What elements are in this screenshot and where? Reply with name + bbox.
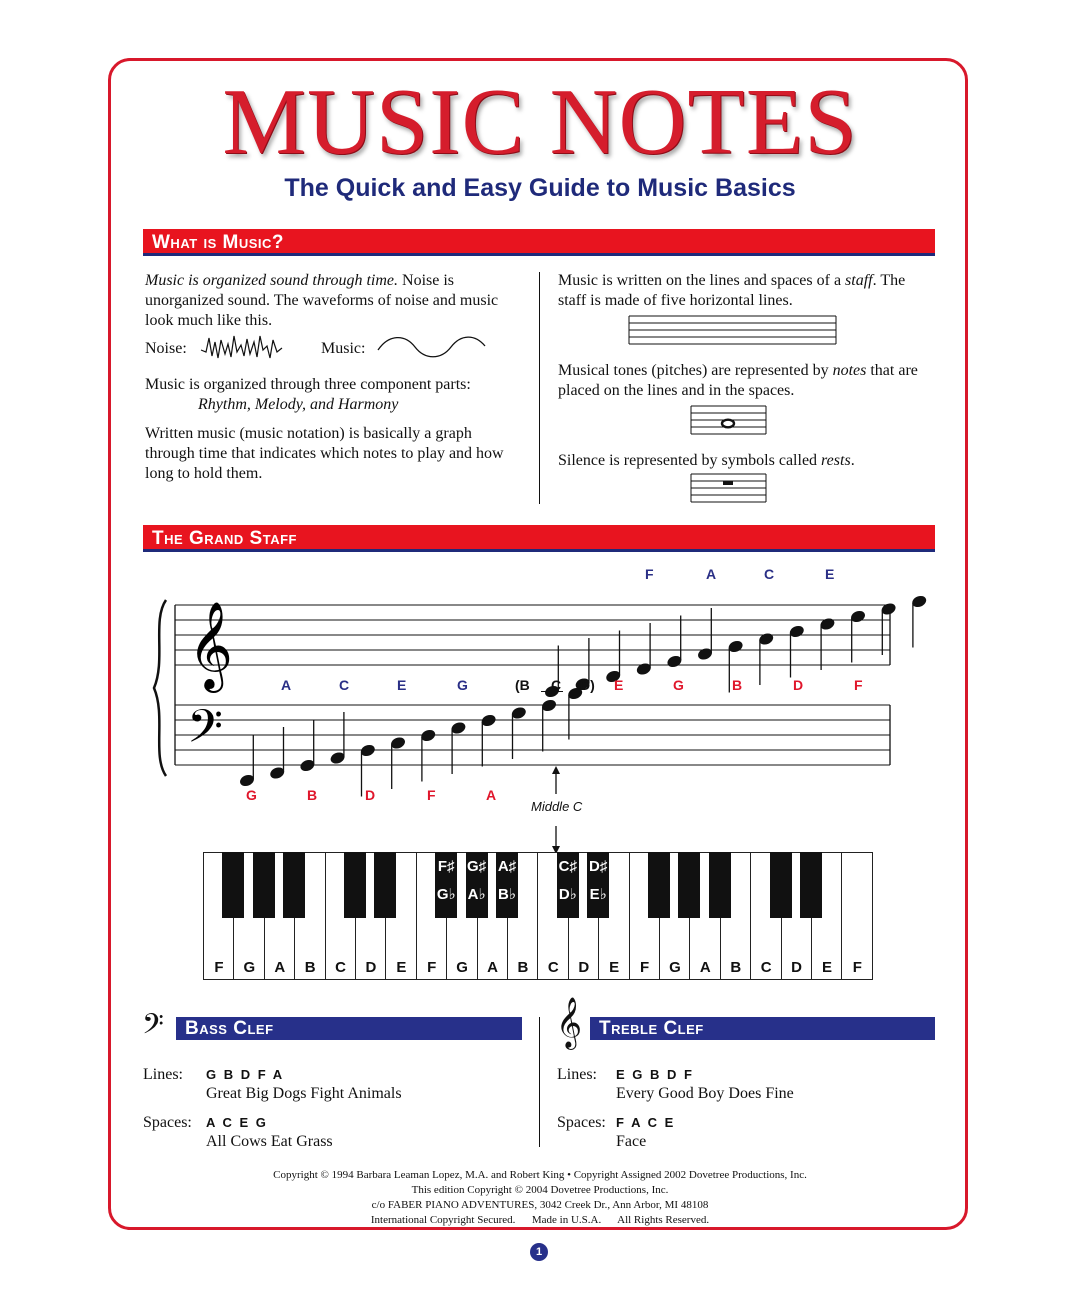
clef-divider — [539, 1017, 540, 1147]
page-number: 1 — [530, 1243, 548, 1261]
copyright-line-1: Copyright © 1994 Barbara Leaman Lopez, M.A. and Robert King • Copyright Assigned 2002 Dovetree Productions, Inc. — [273, 1169, 807, 1181]
black-key — [435, 852, 457, 918]
bass-clef-header: Bass Clef — [176, 1017, 522, 1040]
bass-space-label: A — [281, 677, 292, 693]
treble-spaces-label: Spaces: — [557, 1114, 606, 1131]
rests-paragraph — [558, 451, 928, 471]
treble-clef-header: Treble Clef — [590, 1017, 935, 1040]
white-key-label: C — [335, 959, 346, 976]
staff-example — [628, 314, 838, 348]
bass-line-label: D — [365, 787, 376, 803]
white-key-label: A — [699, 959, 711, 976]
treble-spaces-mnemonic: Face — [616, 1133, 647, 1150]
treble-space-label: E — [825, 566, 835, 582]
column-divider — [539, 272, 540, 504]
treble-spaces-notes: F A C E — [616, 1115, 676, 1130]
section-header-grand-staff: The Grand Staff — [143, 525, 935, 552]
sharp-label: C♯ — [558, 858, 577, 875]
notes-paragraph — [558, 361, 928, 401]
middle-c-label: Middle C — [531, 799, 583, 814]
white-key-label: B — [730, 959, 742, 976]
components-emphasis: Rhythm, Melody, and Harmony — [198, 396, 399, 413]
bass-lines-mnemonic: Great Big Dogs Fight Animals — [206, 1085, 402, 1102]
staff-text-a: Music is written on the lines and spaces of a — [558, 272, 846, 289]
black-key — [557, 852, 579, 918]
intro-emphasis: Music is organized sound through time. — [145, 272, 399, 289]
flat-label: D♭ — [558, 886, 577, 903]
sharp-label: G♯ — [467, 858, 487, 875]
black-key — [709, 852, 731, 918]
treble-line-label: B — [732, 677, 743, 693]
black-key — [283, 852, 305, 918]
bass-line-label: F — [427, 787, 436, 803]
flat-label: E♭ — [589, 886, 607, 903]
white-key-label: A — [487, 959, 498, 976]
flat-label: A♭ — [467, 886, 486, 903]
rests-emphasis: rests — [821, 452, 851, 469]
staff-paragraph — [558, 271, 928, 311]
middle-note-label: C — [551, 677, 562, 693]
notes-text-a: Musical tones (pitches) are represented by — [558, 362, 833, 379]
page-title: MUSIC NOTES — [222, 70, 858, 174]
rests-text-a: Silence is represented by symbols called — [558, 452, 822, 469]
sharp-label: F♯ — [437, 858, 455, 875]
white-key-label: E — [396, 959, 407, 976]
white-key-label: F — [427, 959, 437, 976]
treble-lines-mnemonic: Every Good Boy Does Fine — [616, 1085, 794, 1102]
white-key-label: C — [547, 959, 559, 976]
staff-text-b: . The staff is made of five horizontal lines. — [558, 272, 906, 309]
white-key-label: G — [243, 959, 256, 976]
noise-label: Noise: — [145, 340, 187, 357]
white-key-label: G — [456, 959, 468, 976]
white-key-label: D — [791, 959, 802, 976]
notes-text-b: that are placed on the lines and in the spaces. — [558, 362, 918, 399]
white-key-label: F — [214, 959, 224, 976]
section-header-what-is-music: What is Music? — [143, 229, 935, 256]
white-key-label: G — [669, 959, 681, 976]
bass-spaces-mnemonic: All Cows Eat Grass — [206, 1133, 333, 1150]
noise-waveform — [198, 330, 288, 364]
treble-line-label: G — [673, 677, 684, 693]
treble-space-label: C — [764, 566, 775, 582]
middle-note-label: (B — [515, 677, 530, 693]
black-key — [496, 852, 518, 918]
bass-spaces-label: Spaces: — [143, 1114, 192, 1131]
sharp-label: A♯ — [497, 858, 517, 875]
bass-lines-notes: G B D F A — [206, 1067, 285, 1082]
white-key-label: F — [639, 959, 650, 976]
black-key — [770, 852, 792, 918]
flat-label: G♭ — [436, 886, 456, 903]
black-key — [587, 852, 609, 918]
treble-lines-notes: E G B D F — [616, 1067, 694, 1082]
treble-space-label: F — [645, 566, 654, 582]
treble-lines-label: Lines: — [557, 1066, 597, 1083]
treble-clef-symbol: 𝄞 — [188, 600, 233, 689]
middle-c-arrows — [549, 766, 563, 856]
white-key-label: C — [760, 959, 772, 976]
white-key-label: B — [304, 959, 316, 976]
music-label: Music: — [321, 340, 366, 357]
copyright-line-2: This edition Copyright © 2004 Dovetree Productions, Inc. — [411, 1184, 669, 1196]
bass-line-label: A — [486, 787, 497, 803]
white-key-label: D — [365, 959, 377, 976]
bass-space-label: E — [397, 677, 407, 693]
treble-line-label: F — [854, 677, 863, 693]
black-key — [648, 852, 670, 918]
copyright-line-4: International Copyright Secured. Made in U.S.A. All Rights Reserved. — [370, 1214, 710, 1226]
treble-line-label: D — [793, 677, 804, 693]
notation-paragraph: Written music (music notation) is basically a graph through time that indicates which notes to play and how long to hold them. — [145, 425, 504, 482]
page-subtitle: The Quick and Easy Guide to Music Basics — [284, 174, 796, 202]
intro-text: Noise is unorganized sound. The waveforms of noise and music look much like this. — [145, 272, 499, 329]
components-paragraph: Music is organized through three component parts: — [145, 376, 471, 393]
white-key — [841, 852, 873, 980]
grand-staff-diagram — [150, 560, 930, 820]
black-key — [344, 852, 366, 918]
black-key — [374, 852, 396, 918]
copyright-line-3: c/o FABER PIANO ADVENTURES, 3042 Creek Dr., Ann Arbor, MI 48108 — [371, 1199, 709, 1211]
white-key-label: F — [852, 959, 862, 976]
components-list — [198, 395, 398, 415]
black-key — [253, 852, 275, 918]
bass-spaces-notes: A C E G — [206, 1115, 268, 1130]
black-key — [466, 852, 488, 918]
treble-line-label: E — [614, 677, 624, 693]
note-example — [690, 404, 768, 436]
black-key — [222, 852, 244, 918]
white-key-label: E — [609, 959, 620, 976]
whole-note — [722, 420, 734, 428]
staff-emphasis: staff — [845, 272, 873, 289]
bass-lines-label: Lines: — [143, 1066, 183, 1083]
rests-text-b: . — [850, 452, 855, 469]
black-key — [678, 852, 700, 918]
rest-example — [690, 472, 768, 504]
white-key-label: E — [821, 959, 832, 976]
flat-label: B♭ — [498, 886, 516, 903]
white-key-label: D — [578, 959, 590, 976]
notes-emphasis: notes — [832, 362, 867, 379]
intro-paragraph — [145, 271, 510, 331]
bass-line-label: G — [246, 787, 257, 803]
white-key-label: A — [274, 959, 286, 976]
middle-note-label: D) — [580, 677, 595, 693]
bass-space-label: G — [457, 677, 468, 693]
black-key — [800, 852, 822, 918]
bass-clef-icon: 𝄢 — [142, 1008, 164, 1048]
bass-space-label: C — [339, 677, 350, 693]
white-key-label: B — [517, 959, 529, 976]
bass-clef-symbol: 𝄢 — [187, 700, 224, 765]
grand-staff-brace — [154, 600, 166, 776]
bass-line-label: B — [307, 787, 318, 803]
treble-space-label: A — [706, 566, 717, 582]
music-waveform — [375, 332, 487, 362]
whole-rest — [723, 481, 733, 485]
treble-clef-icon: 𝄞 — [556, 997, 583, 1048]
sharp-label: D♯ — [589, 858, 608, 875]
